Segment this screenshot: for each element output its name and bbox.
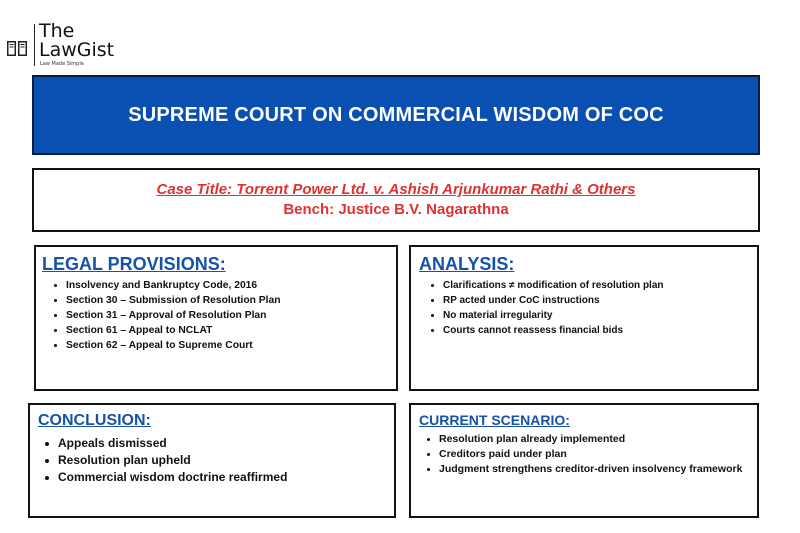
analysis-heading: ANALYSIS: — [419, 254, 515, 274]
list-item: Section 61 – Appeal to NCLAT — [54, 323, 396, 338]
list-item: Resolution plan upheld — [44, 452, 394, 469]
list-item: Section 62 – Appeal to Supreme Court — [54, 338, 396, 353]
logo-name — [39, 22, 114, 60]
case-title: Case Title: Torrent Power Ltd. v. Ashish Arjunkumar Rathi & Others — [156, 181, 636, 198]
list-item: Judgment strengthens creditor-driven insolvency framework — [427, 462, 757, 477]
logo-divider — [34, 24, 35, 66]
logo-name-line2: LawGist — [39, 39, 115, 61]
page-title: SUPREME COURT ON COMMERCIAL WISDOM OF COC — [128, 103, 664, 126]
logo-tagline: Law Made Simple — [40, 61, 84, 67]
current-scenario-heading: CURRENT SCENARIO: — [419, 412, 570, 428]
current-scenario-panel — [409, 403, 759, 518]
list-item: Creditors paid under plan — [427, 447, 757, 462]
title-banner — [32, 75, 760, 155]
logo-name-line1: The — [39, 20, 75, 42]
legal-provisions-panel — [34, 245, 398, 391]
legal-provisions-heading: LEGAL PROVISIONS: — [42, 254, 226, 274]
conclusion-list — [44, 435, 394, 486]
list-item: Courts cannot reassess financial bids — [431, 323, 757, 338]
list-item: No material irregularity — [431, 308, 757, 323]
conclusion-panel — [28, 403, 396, 518]
list-item: Appeals dismissed — [44, 435, 394, 452]
list-item: Resolution plan already implemented — [427, 432, 757, 447]
case-box — [32, 168, 760, 232]
list-item: Commercial wisdom doctrine reaffirmed — [44, 469, 394, 486]
conclusion-heading: CONCLUSION: — [38, 412, 151, 429]
list-item: Clarifications ≠ modification of resolution plan — [431, 278, 757, 293]
analysis-panel — [409, 245, 759, 391]
list-item: Section 31 – Approval of Resolution Plan — [54, 308, 396, 323]
list-item: Section 30 – Submission of Resolution Plan — [54, 293, 396, 308]
legal-provisions-list — [54, 278, 396, 353]
logo — [4, 20, 124, 74]
case-bench: Bench: Justice B.V. Nagarathna — [283, 201, 509, 218]
list-item: Insolvency and Bankruptcy Code, 2016 — [54, 278, 396, 293]
list-item: RP acted under CoC instructions — [431, 293, 757, 308]
current-scenario-list — [427, 432, 757, 477]
book-icon — [6, 38, 28, 58]
analysis-list — [431, 278, 757, 338]
